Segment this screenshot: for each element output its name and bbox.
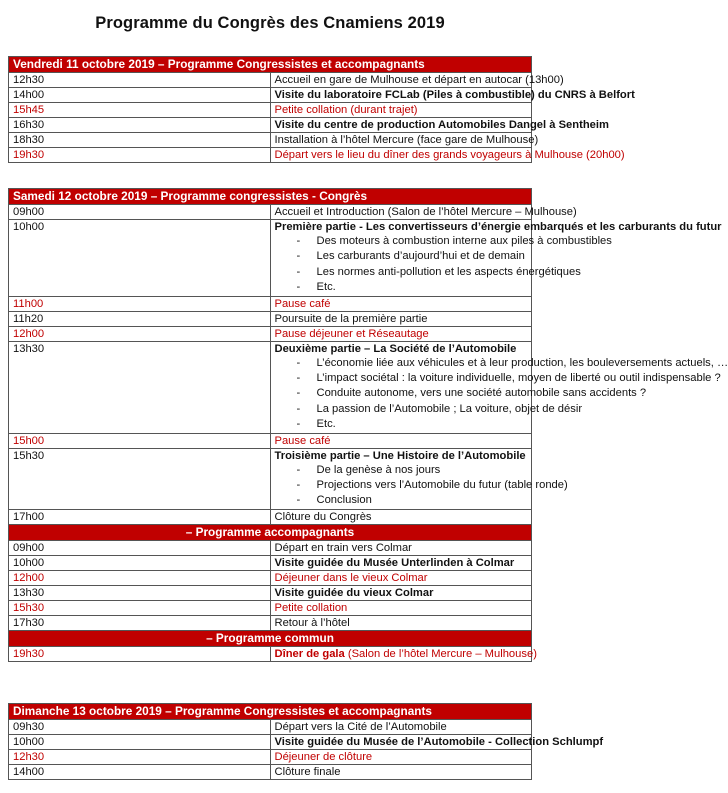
table-row: [9, 73, 532, 88]
session-topics: [275, 463, 568, 509]
row-text: Visite guidée du vieux Colmar: [270, 585, 532, 600]
row-text: Déjeuner de clôture: [270, 750, 532, 765]
row-time: 15h00: [9, 433, 271, 448]
session-topics: [275, 356, 728, 433]
row-time: 14h00: [9, 88, 271, 103]
sunday-header: Dimanche 13 octobre 2019 – Programme Congressistes et accompagnants: [9, 704, 532, 720]
table-row: [9, 600, 532, 615]
table-row: [9, 296, 532, 311]
row-text: Installation à l’hôtel Mercure (face gare de Mulhouse): [270, 133, 532, 148]
list-item: - Des moteurs à combustion interne aux piles à combustibles: [297, 234, 528, 249]
table-row: [9, 205, 532, 220]
list-item: - Conclusion: [297, 493, 528, 508]
sunday-schedule-table: [8, 703, 604, 780]
section-header: [9, 630, 532, 646]
row-time: 11h20: [9, 311, 271, 326]
row-time: 09h00: [9, 540, 271, 555]
row-text: Départ en train vers Colmar: [270, 540, 532, 555]
row-text: Poursuite de la première partie: [270, 311, 532, 326]
table-row: [9, 555, 532, 570]
friday-schedule-table: [8, 56, 635, 163]
row-text: Visite du centre de production Automobiles Dangel à Sentheim: [270, 118, 532, 133]
table-row: [9, 220, 532, 297]
saturday-header: Samedi 12 octobre 2019 – Programme congressistes - Congrès: [9, 189, 532, 205]
table-row: [9, 326, 532, 341]
row-time: 09h30: [9, 720, 271, 735]
row-time: 17h30: [9, 615, 271, 630]
table-row: [9, 615, 532, 630]
row-time: 16h30: [9, 118, 271, 133]
section-header: [9, 704, 532, 720]
row-text: Départ vers la Cité de l’Automobile: [270, 720, 532, 735]
row-text: Visite guidée du Musée de l’Automobile - Collection Schlumpf: [270, 735, 532, 750]
list-item: - De la genèse à nos jours: [297, 463, 528, 478]
saturday-schedule-table: [8, 188, 728, 662]
row-content: [270, 220, 722, 297]
row-time: 15h30: [9, 600, 271, 615]
row-time: 19h30: [9, 646, 271, 661]
table-row: [9, 448, 532, 509]
table-row: [9, 88, 532, 103]
row-text: Visite du laboratoire FCLab (Piles à combustible) du CNRS à Belfort: [270, 88, 532, 103]
table-row: [9, 148, 532, 163]
row-time: 12h30: [9, 73, 271, 88]
row-content: [270, 341, 728, 433]
page-title: Programme du Congrès des Cnamiens 2019: [95, 14, 445, 32]
row-text: Accueil et Introduction (Salon de l’hôtel Mercure – Mulhouse): [270, 205, 532, 220]
row-text: Accueil en gare de Mulhouse et départ en autocar (13h00): [270, 73, 532, 88]
row-time: 13h30: [9, 585, 271, 600]
table-row: [9, 133, 532, 148]
section-header: [9, 189, 532, 205]
row-time: 10h00: [9, 555, 271, 570]
table-row: [9, 750, 532, 765]
row-text: Pause café: [270, 296, 532, 311]
table-row: [9, 118, 532, 133]
row-text: Clôture du Congrès: [270, 509, 532, 524]
row-time: 12h00: [9, 326, 271, 341]
table-row: [9, 540, 532, 555]
session-title: Deuxième partie – La Société de l’Automobile: [274, 342, 517, 355]
row-time: 14h00: [9, 765, 271, 780]
row-text: Déjeuner dans le vieux Colmar: [270, 570, 532, 585]
table-row: [9, 646, 532, 661]
row-time: 12h00: [9, 570, 271, 585]
list-item: - Etc.: [297, 280, 528, 295]
row-time: 19h30: [9, 148, 271, 163]
list-item: - Etc.: [297, 417, 528, 432]
row-content: [270, 646, 537, 661]
row-text: Pause déjeuner et Réseautage: [270, 326, 532, 341]
row-text: Visite guidée du Musée Unterlinden à Colmar: [270, 555, 532, 570]
gala-location: (Salon de l’hôtel Mercure – Mulhouse): [344, 647, 537, 660]
row-time: 09h00: [9, 205, 271, 220]
table-row: [9, 433, 532, 448]
row-text: Retour à l’hôtel: [270, 615, 532, 630]
common-header: – Programme commun: [9, 630, 532, 646]
list-item: - L’économie liée aux véhicules et à leur production, les bouleversements actuels, …: [297, 356, 528, 371]
table-row: [9, 103, 532, 118]
gala-title: Dîner de gala: [274, 647, 345, 660]
row-time: 12h30: [9, 750, 271, 765]
session-title: Troisième partie – Une Histoire de l’Automobile: [274, 449, 526, 462]
row-text: Pause café: [270, 433, 532, 448]
row-time: 17h00: [9, 509, 271, 524]
table-row: [9, 509, 532, 524]
row-text: Petite collation (durant trajet): [270, 103, 532, 118]
row-time: 18h30: [9, 133, 271, 148]
row-time: 13h30: [9, 341, 271, 433]
table-row: [9, 735, 532, 750]
table-row: [9, 585, 532, 600]
list-item: - Projections vers l’Automobile du futur (table ronde): [297, 478, 528, 493]
table-row: [9, 341, 532, 433]
table-row: [9, 720, 532, 735]
row-time: 11h00: [9, 296, 271, 311]
row-time: 15h45: [9, 103, 271, 118]
row-time: 10h00: [9, 220, 271, 297]
table-row: [9, 311, 532, 326]
row-text: Clôture finale: [270, 765, 532, 780]
session-topics: [275, 234, 612, 296]
list-item: - La passion de l’Automobile ; La voiture, objet de désir: [297, 402, 528, 417]
companions-header: – Programme accompagnants: [9, 524, 532, 540]
row-content: [270, 448, 568, 509]
row-text: Petite collation: [270, 600, 532, 615]
section-header: [9, 524, 532, 540]
row-time: 15h30: [9, 448, 271, 509]
friday-header: Vendredi 11 octobre 2019 – Programme Congressistes et accompagnants: [9, 57, 532, 73]
table-row: [9, 570, 532, 585]
list-item: - L’impact sociétal : la voiture individuelle, moyen de liberté ou outil indispensable ?: [297, 371, 528, 386]
row-time: 10h00: [9, 735, 271, 750]
section-header: [9, 57, 532, 73]
row-text: Départ vers le lieu du dîner des grands voyageurs à Mulhouse (20h00): [270, 148, 532, 163]
list-item: - Conduite autonome, vers une société automobile sans accidents ?: [297, 386, 528, 401]
list-item: - Les carburants d’aujourd’hui et de demain: [297, 249, 528, 264]
session-title: Première partie - Les convertisseurs d’énergie embarqués et les carburants du futur: [274, 221, 722, 233]
table-row: [9, 765, 532, 780]
list-item: - Les normes anti-pollution et les aspects énergétiques: [297, 265, 528, 280]
